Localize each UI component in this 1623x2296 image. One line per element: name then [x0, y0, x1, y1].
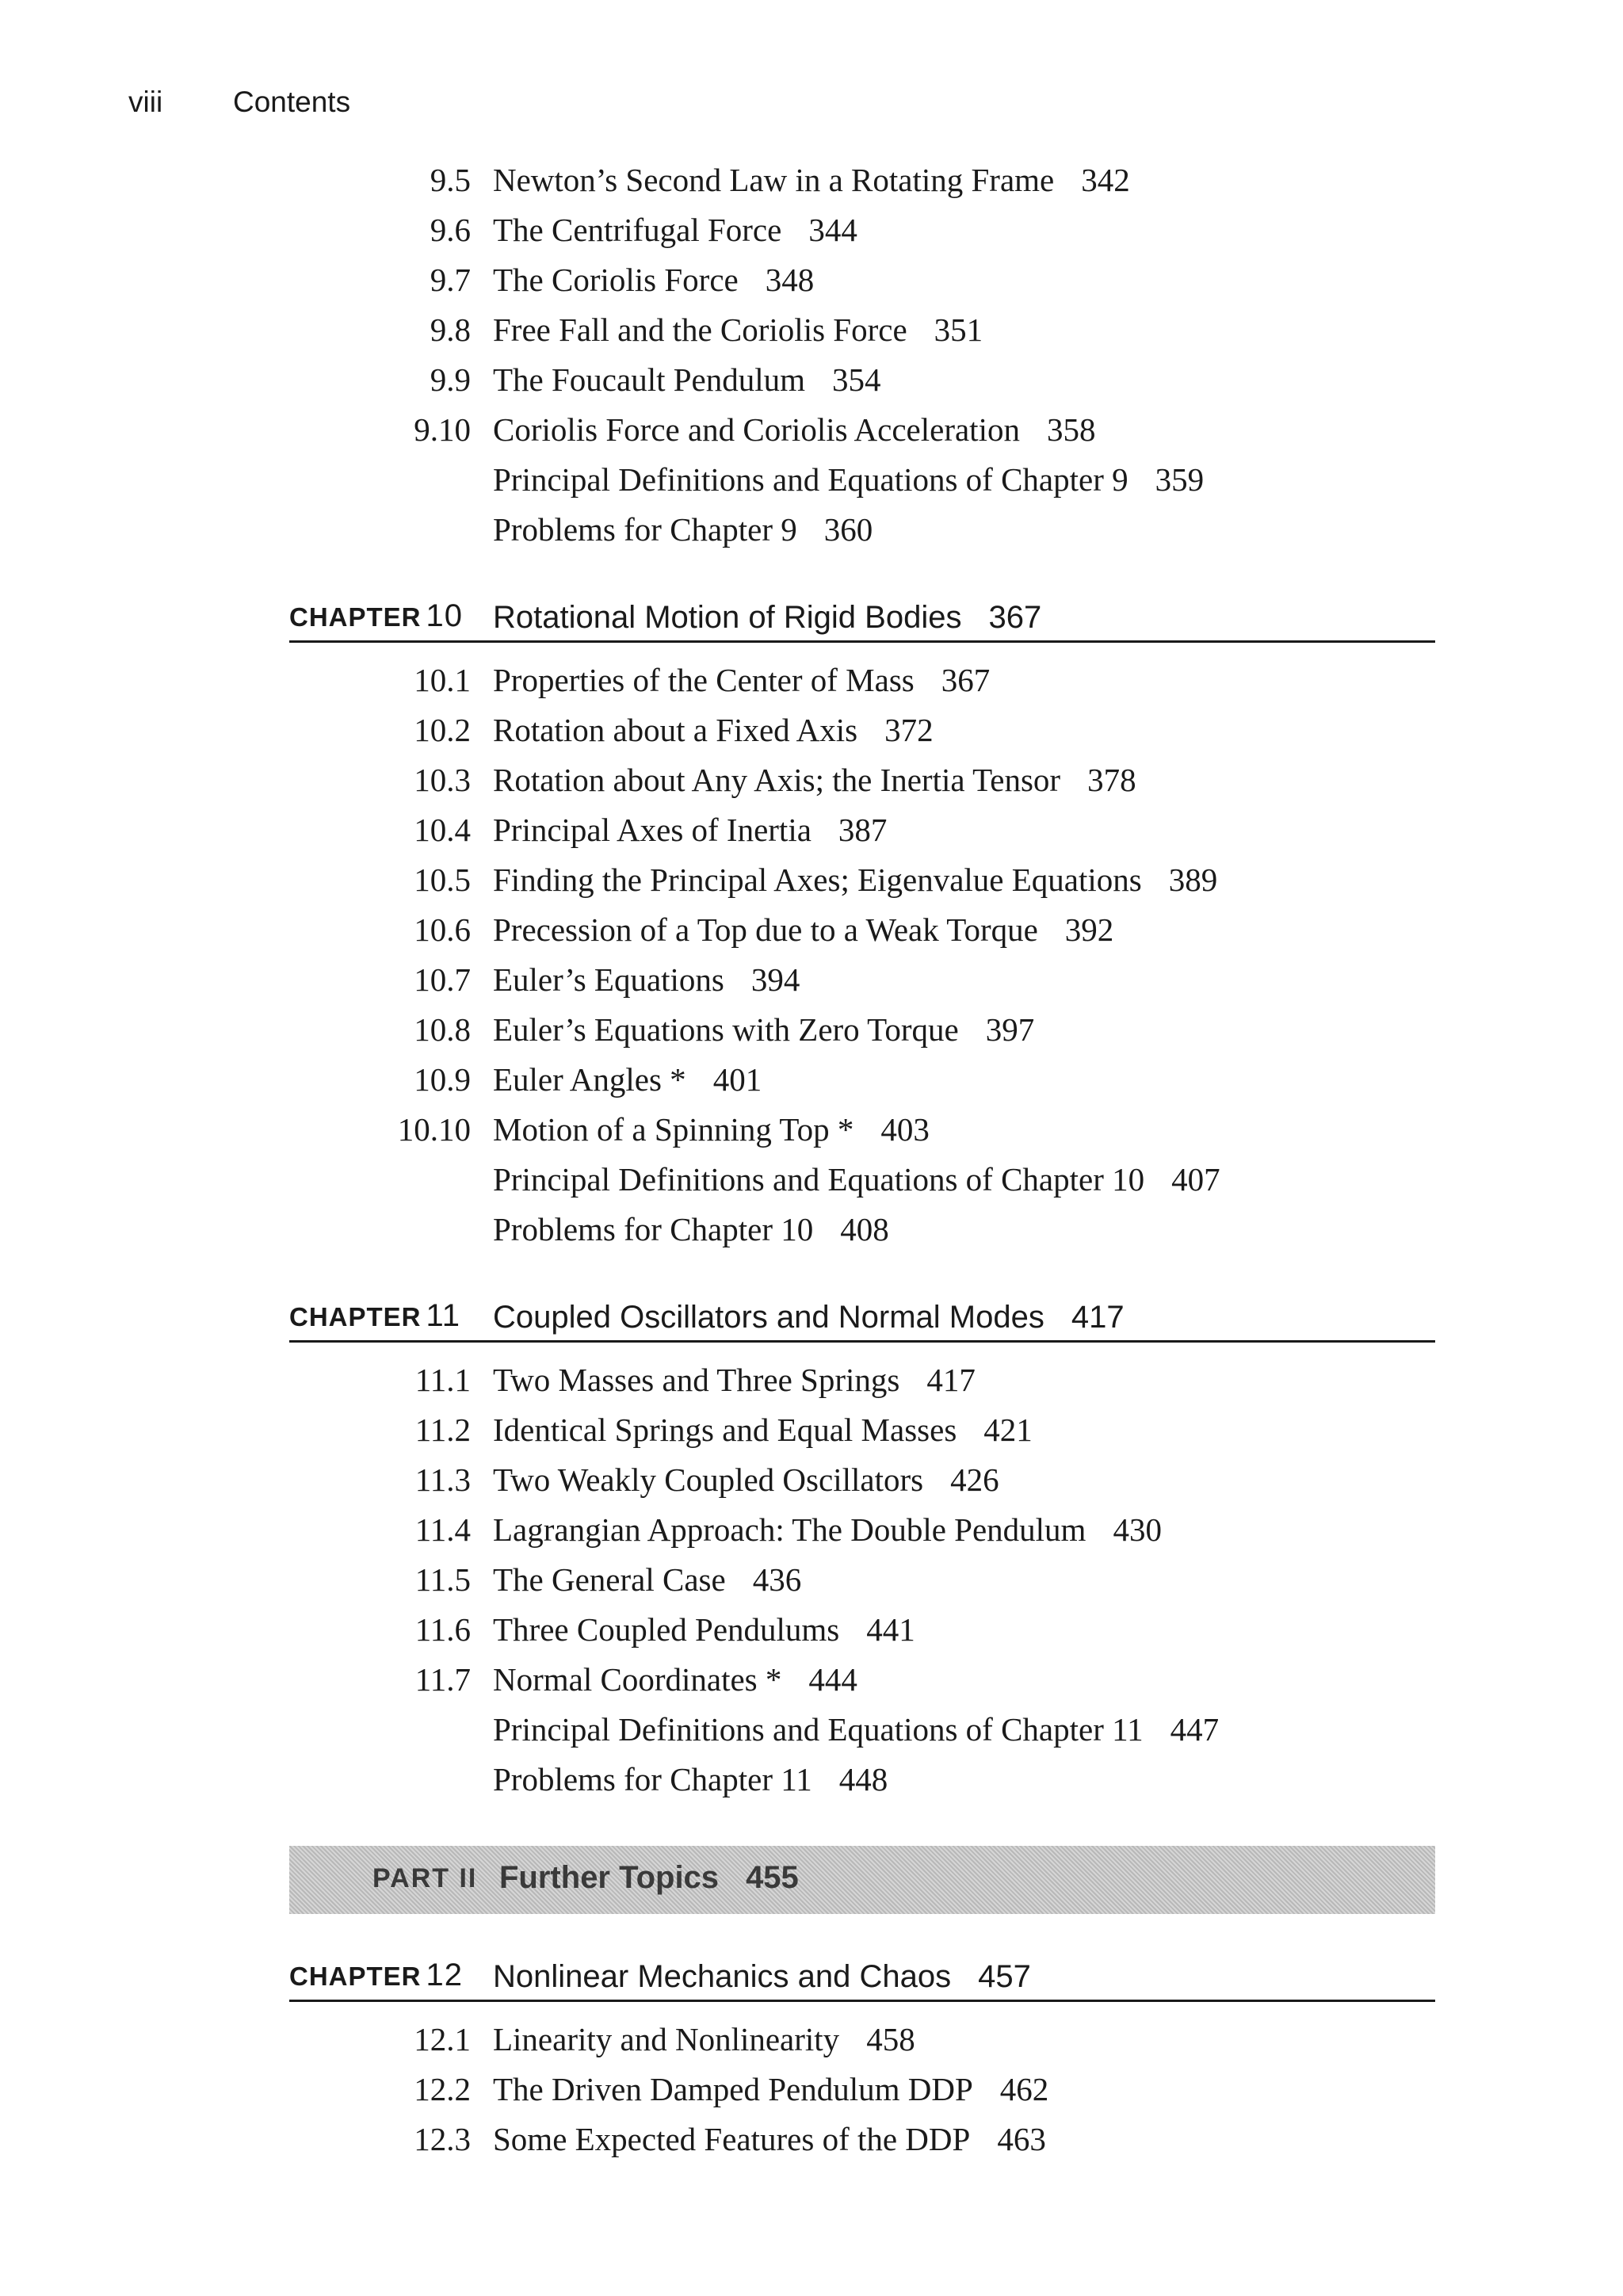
section-title: The General Case	[493, 1561, 726, 1598]
page-number: 401	[712, 1061, 762, 1098]
page-number: 367	[941, 662, 991, 698]
page-number: 394	[750, 961, 800, 998]
section-number: 10.3	[414, 762, 471, 798]
part-label: PART II	[372, 1863, 478, 1893]
section-title: Three Coupled Pendulums	[493, 1611, 840, 1648]
section-title: Newton’s Second Law in a Rotating Frame	[493, 162, 1055, 198]
section-number: 12.1	[414, 2021, 471, 2057]
chapter-page-number: 367	[988, 600, 1042, 635]
toc-entry[interactable]	[0, 255, 1623, 305]
page-number: 417	[926, 1362, 976, 1398]
page-number: 378	[1087, 762, 1136, 798]
toc-entry[interactable]	[0, 1705, 1623, 1755]
section-number: 10.2	[414, 712, 471, 748]
part-page-number: 455	[746, 1860, 799, 1895]
section-number: 11.4	[414, 1511, 471, 1548]
section-number: 11.7	[414, 1661, 471, 1698]
page-number: 447	[1170, 1711, 1220, 1748]
section-title: Principal Definitions and Equations of Chapter 9	[493, 461, 1128, 498]
page-number: 351	[934, 311, 983, 348]
toc-entry[interactable]	[0, 1605, 1623, 1655]
toc-entry[interactable]	[0, 2065, 1623, 2115]
section-number: 11.6	[414, 1611, 471, 1648]
section-title: The Foucault Pendulum	[493, 361, 806, 398]
chapter-label: CHAPTER	[289, 1302, 422, 1331]
section-number: 9.10	[414, 411, 471, 448]
toc-entry[interactable]	[0, 2015, 1623, 2065]
section-number: 10.6	[414, 911, 471, 948]
toc-entry[interactable]	[0, 355, 1623, 405]
toc-entry[interactable]	[0, 1505, 1623, 1555]
chapter-11-entries	[0, 1355, 1623, 1805]
page-number: 408	[840, 1211, 889, 1247]
section-number: 12.3	[414, 2121, 471, 2157]
section-title: Problems for Chapter 11	[493, 1761, 812, 1797]
section-title: The Driven Damped Pendulum DDP	[493, 2071, 973, 2107]
section-number: 9.7	[430, 262, 471, 298]
section-title: Euler Angles *	[493, 1061, 686, 1098]
page-number: 462	[999, 2071, 1049, 2107]
toc-entry[interactable]	[0, 1655, 1623, 1705]
section-title: Rotation about Any Axis; the Inertia Tensor	[493, 762, 1061, 798]
section-number: 9.8	[430, 311, 471, 348]
section-title: Euler’s Equations	[493, 961, 724, 998]
page-number: 348	[765, 262, 815, 298]
toc-entry[interactable]	[0, 1555, 1623, 1605]
chapter-10-heading[interactable]	[289, 588, 1435, 643]
section-title: Principal Axes of Inertia	[493, 812, 812, 848]
page-number: 407	[1171, 1161, 1220, 1198]
page-number: 344	[808, 212, 857, 248]
section-title: Precession of a Top due to a Weak Torque	[493, 911, 1038, 948]
toc-entry[interactable]	[0, 1155, 1623, 1205]
section-number: 11.3	[414, 1461, 471, 1498]
toc-entry[interactable]	[0, 805, 1623, 855]
chapter-title: Coupled Oscillators and Normal Modes	[493, 1300, 1044, 1335]
chapter-label: CHAPTER	[289, 602, 422, 632]
chapter-11-heading[interactable]	[289, 1288, 1435, 1343]
page-number: 458	[866, 2021, 915, 2057]
section-number: 10.9	[414, 1061, 471, 1098]
page-number: 397	[985, 1011, 1035, 1048]
page-number: 354	[832, 361, 881, 398]
part-title: Further Topics	[499, 1860, 720, 1895]
chapter-number: 12	[426, 1958, 464, 1992]
section-title: Lagrangian Approach: The Double Pendulum	[493, 1511, 1086, 1548]
running-title: Contents	[233, 86, 351, 118]
section-number: 11.2	[414, 1412, 471, 1448]
toc-entry[interactable]	[0, 1355, 1623, 1405]
section-title: Principal Definitions and Equations of Chapter 11	[493, 1711, 1144, 1748]
page-number: 426	[950, 1461, 999, 1498]
chapter-12-heading[interactable]	[289, 1947, 1435, 2002]
toc-entry[interactable]	[0, 455, 1623, 505]
section-title: The Coriolis Force	[493, 262, 739, 298]
page-number: 358	[1046, 411, 1096, 448]
page-number: 359	[1155, 461, 1205, 498]
section-title: Finding the Principal Axes; Eigenvalue Equations	[493, 861, 1142, 898]
part-2-banner[interactable]	[289, 1846, 1435, 1914]
running-head	[128, 86, 350, 119]
page-number: 372	[884, 712, 934, 748]
chapter-title: Nonlinear Mechanics and Chaos	[493, 1959, 952, 1994]
section-title: Properties of the Center of Mass	[493, 662, 915, 698]
section-number: 10.8	[414, 1011, 471, 1048]
toc-entry[interactable]	[0, 705, 1623, 755]
section-title: The Centrifugal Force	[493, 212, 782, 248]
toc-entry[interactable]	[0, 1455, 1623, 1505]
section-title: Principal Definitions and Equations of Chapter 10	[493, 1161, 1145, 1198]
toc-entry[interactable]	[0, 205, 1623, 255]
chapter-9-entries	[0, 155, 1623, 555]
page-folio: viii	[128, 86, 163, 118]
section-number: 12.2	[414, 2071, 471, 2107]
page-number: 436	[752, 1561, 802, 1598]
toc-entry[interactable]	[0, 1005, 1623, 1055]
page-number: 392	[1064, 911, 1114, 948]
chapter-number: 10	[426, 598, 464, 633]
section-title: Some Expected Features of the DDP	[493, 2121, 971, 2157]
page-number: 389	[1168, 861, 1218, 898]
page-number: 403	[880, 1111, 930, 1148]
section-title: Problems for Chapter 9	[493, 511, 797, 548]
toc-entry[interactable]	[0, 155, 1623, 205]
section-number: 10.7	[414, 961, 471, 998]
section-number: 9.9	[430, 361, 471, 398]
section-number: 9.5	[430, 162, 471, 198]
toc-entry[interactable]	[0, 755, 1623, 805]
page-number: 342	[1081, 162, 1130, 198]
section-title: Coriolis Force and Coriolis Acceleration	[493, 411, 1020, 448]
section-number: 10.4	[414, 812, 471, 848]
page-number: 421	[983, 1412, 1033, 1448]
section-number: 11.1	[414, 1362, 471, 1398]
section-number: 11.5	[414, 1561, 471, 1598]
section-title: Identical Springs and Equal Masses	[493, 1412, 957, 1448]
toc-entry[interactable]	[0, 1405, 1623, 1455]
chapter-page-number: 457	[978, 1959, 1031, 1994]
section-title: Normal Coordinates *	[493, 1661, 782, 1698]
toc-entry[interactable]	[0, 1205, 1623, 1255]
section-title: Rotation about a Fixed Axis	[493, 712, 858, 748]
table-of-contents	[0, 155, 1623, 2164]
section-number: 10.1	[414, 662, 471, 698]
page-number: 444	[808, 1661, 857, 1698]
chapter-title: Rotational Motion of Rigid Bodies	[493, 600, 962, 635]
chapter-12-entries	[0, 2015, 1623, 2164]
page-number: 430	[1113, 1511, 1162, 1548]
chapter-10-entries	[0, 655, 1623, 1255]
section-title: Free Fall and the Coriolis Force	[493, 311, 907, 348]
toc-entry[interactable]	[0, 1055, 1623, 1105]
toc-entry[interactable]	[0, 855, 1623, 905]
page-number: 448	[838, 1761, 888, 1797]
section-number: 10.10	[397, 1111, 471, 1148]
section-title: Problems for Chapter 10	[493, 1211, 814, 1247]
toc-entry[interactable]	[0, 1755, 1623, 1805]
toc-entry[interactable]	[0, 955, 1623, 1005]
section-number: 10.5	[414, 861, 471, 898]
toc-entry[interactable]	[0, 905, 1623, 955]
toc-entry[interactable]	[0, 505, 1623, 555]
section-number: 9.6	[430, 212, 471, 248]
chapter-page-number: 417	[1071, 1300, 1125, 1335]
toc-entry[interactable]	[0, 2115, 1623, 2164]
chapter-number: 11	[426, 1298, 461, 1333]
page-number: 360	[823, 511, 873, 548]
toc-entry[interactable]	[0, 655, 1623, 705]
page-number: 463	[997, 2121, 1046, 2157]
toc-entry[interactable]	[0, 405, 1623, 455]
section-title: Euler’s Equations with Zero Torque	[493, 1011, 959, 1048]
toc-entry[interactable]	[0, 305, 1623, 355]
section-title: Linearity and Nonlinearity	[493, 2021, 840, 2057]
page-number: 441	[866, 1611, 915, 1648]
chapter-label: CHAPTER	[289, 1962, 422, 1991]
section-title: Two Masses and Three Springs	[493, 1362, 900, 1398]
section-title: Motion of a Spinning Top *	[493, 1111, 854, 1148]
page-number: 387	[838, 812, 888, 848]
section-title: Two Weakly Coupled Oscillators	[493, 1461, 924, 1498]
toc-entry[interactable]	[0, 1105, 1623, 1155]
